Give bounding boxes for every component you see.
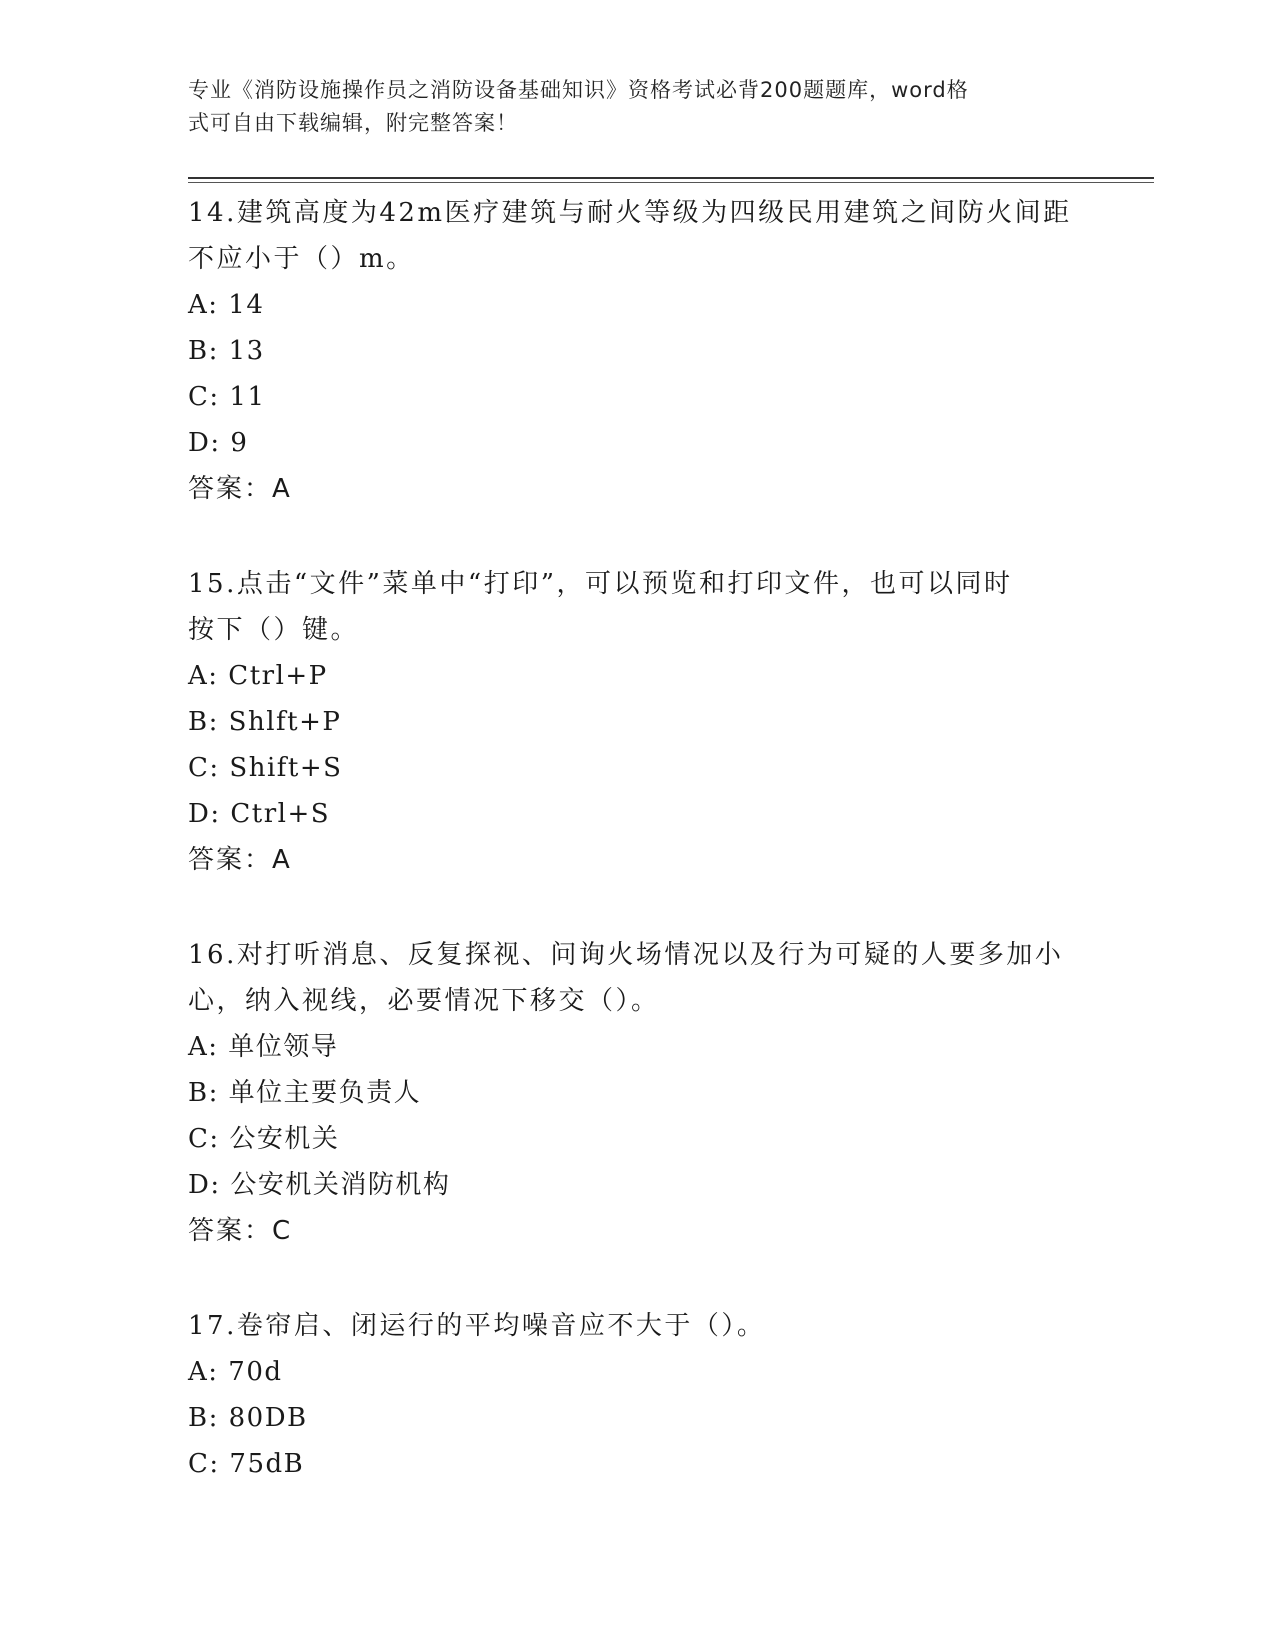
option-a: A: 70d <box>188 1357 283 1387</box>
option-b: B: Shlft+P <box>188 707 342 737</box>
option-b: B: 13 <box>188 336 265 366</box>
question-stem-line-1: 16.对打听消息、反复探视、问询火场情况以及行为可疑的人要多加小 <box>188 940 1064 970</box>
document-header <box>188 74 1068 140</box>
option-d: D: 9 <box>188 428 249 458</box>
question-stem <box>188 1303 1088 1349</box>
answer-line <box>188 466 1088 512</box>
question-stem-line-2: 按下（）键。 <box>188 615 360 645</box>
option-b: B: 80DB <box>188 1403 308 1433</box>
option-c: C: Shift+S <box>188 753 343 783</box>
question-stem-line-1: 14.建筑高度为42m医疗建筑与耐火等级为四级民用建筑之间防火间距 <box>188 198 1072 228</box>
answer-value: C <box>272 1216 291 1246</box>
question-stem-line-1: 15.点击“文件”菜单中“打印”，可以预览和打印文件，也可以同时 <box>188 569 1013 599</box>
answer-label: 答案： <box>188 1216 273 1246</box>
question-item <box>188 932 1088 1254</box>
header-line-1: 专业《消防设施操作员之消防设备基础知识》资格考试必背200题题库，word格 <box>188 78 969 102</box>
answer-value: A <box>272 845 290 875</box>
question-item <box>188 561 1088 883</box>
question-item <box>188 190 1088 512</box>
question-stem <box>188 561 1088 653</box>
header-divider-thin <box>188 182 1154 183</box>
header-divider-thick <box>188 177 1154 179</box>
question-stem-line-2: 心，纳入视线，必要情况下移交（）。 <box>188 986 660 1016</box>
question-stem <box>188 190 1088 282</box>
question-stem-line-1: 17.卷帘启、闭运行的平均噪音应不大于（）。 <box>188 1311 766 1341</box>
option-a: A: Ctrl+P <box>188 661 328 691</box>
answer-value: A <box>272 474 290 504</box>
answer-label: 答案： <box>188 845 273 875</box>
question-list <box>188 190 1088 1536</box>
question-stem <box>188 932 1088 1024</box>
option-c: C: 75dB <box>188 1449 305 1479</box>
question-item <box>188 1303 1088 1487</box>
header-line-2: 式可自由下载编辑，附完整答案！ <box>188 111 518 135</box>
option-d: D: 公安机关消防机构 <box>188 1170 451 1200</box>
option-d: D: Ctrl+S <box>188 799 331 829</box>
option-c: C: 公安机关 <box>188 1124 340 1154</box>
option-a: A: 14 <box>188 290 265 320</box>
option-c: C: 11 <box>188 382 266 412</box>
answer-label: 答案： <box>188 474 273 504</box>
option-a: A: 单位领导 <box>188 1032 339 1062</box>
answer-line <box>188 837 1088 883</box>
option-b: B: 单位主要负责人 <box>188 1078 422 1108</box>
answer-line <box>188 1208 1088 1254</box>
question-stem-line-2: 不应小于（）m。 <box>188 244 415 274</box>
